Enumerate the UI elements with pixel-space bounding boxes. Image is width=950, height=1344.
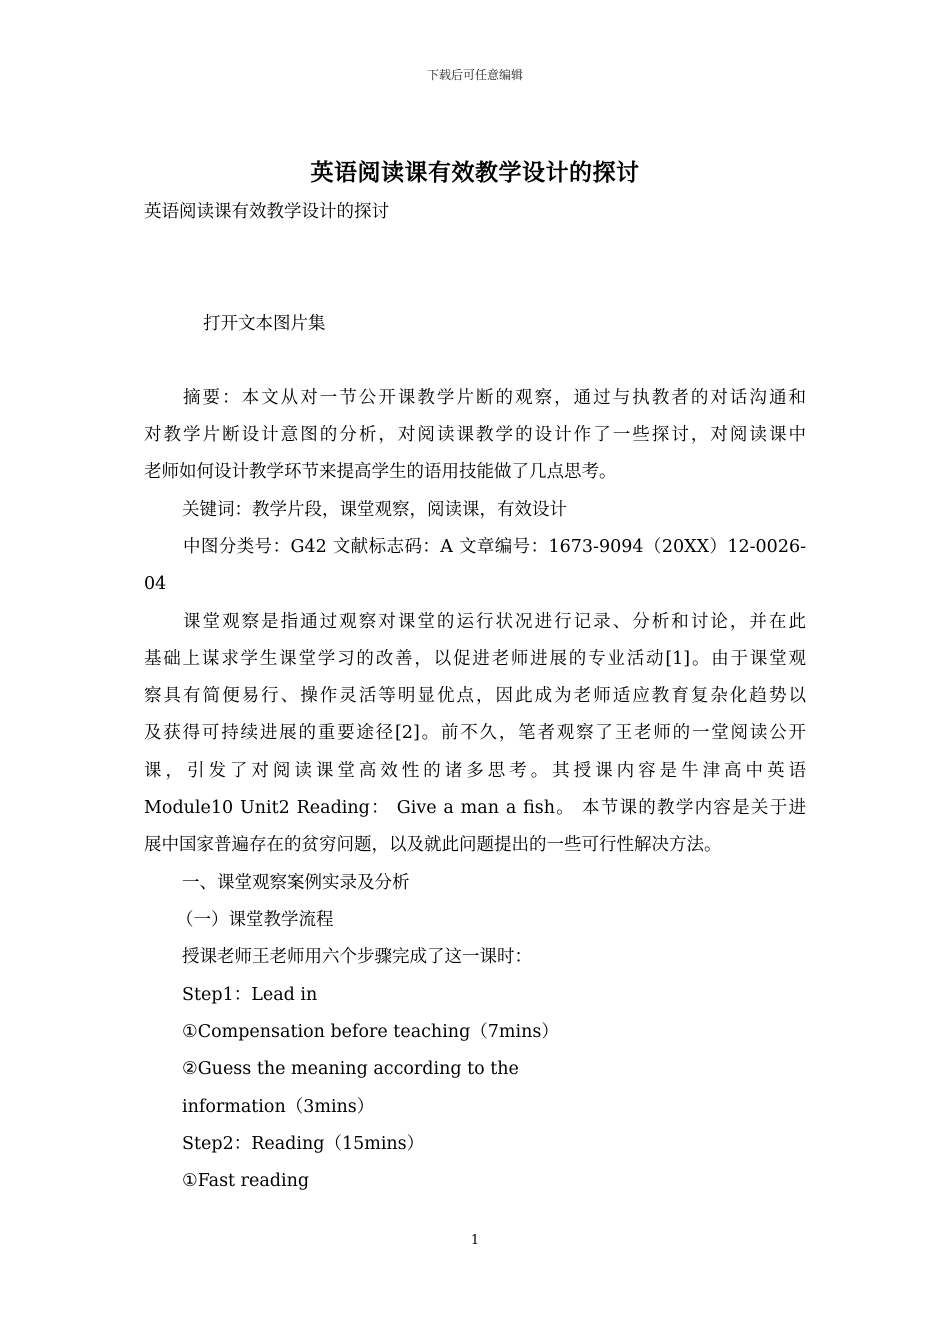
step-line: ①Fast reading bbox=[182, 1171, 310, 1191]
paragraph-line: 展中国家普遍存在的贫穷问题，以及就此问题提出的一些可行性解决方法。 bbox=[144, 835, 722, 855]
document-title: 英语阅读课有效教学设计的探讨 bbox=[310, 159, 640, 186]
paragraph-line: 及获得可持续进展的重要途径[2]。前不久，笔者观察了王老师的一堂阅读公开 bbox=[144, 723, 806, 743]
step-line: ①Compensation before teaching（7mins） bbox=[182, 1022, 559, 1042]
paragraph-line: 基础上谋求学生课堂学习的改善，以促进老师进展的专业活动[1]。由于课堂观 bbox=[144, 649, 806, 669]
subsection-heading: （一）课堂教学流程 bbox=[176, 910, 334, 930]
page-header: 下载后可任意编辑 bbox=[426, 68, 523, 82]
step-line: information（3mins） bbox=[182, 1097, 375, 1117]
paragraph-line: 察具有简便易行、操作灵活等明显优点，因此成为老师适应教育复杂化趋势以 bbox=[144, 686, 806, 706]
step-line: Step1：Lead in bbox=[182, 985, 318, 1005]
paragraph-line: Module10 Unit2 Reading： Give a man a fish。 本节课的教学内容是关于进 bbox=[144, 798, 806, 818]
classification-line: 中图分类号：G42 文献标志码：A 文章编号：1673-9094（20XX）12-0026- bbox=[183, 537, 806, 557]
page-number: 1 bbox=[470, 1233, 480, 1248]
step-line: Step2：Reading（15mins） bbox=[182, 1134, 425, 1154]
subtitle: 英语阅读课有效教学设计的探讨 bbox=[144, 202, 389, 222]
section-heading: 一、课堂观察案例实录及分析 bbox=[182, 873, 410, 893]
open-gallery-text: 打开文本图片集 bbox=[203, 314, 326, 334]
abstract-line: 对教学片断设计意图的分析，对阅读课教学的设计作了一些探讨，对阅读课中 bbox=[144, 425, 806, 445]
step-line: ②Guess the meaning according to the bbox=[182, 1059, 519, 1079]
paragraph-line: 课，引发了对阅读课堂高效性的诸多思考。其授课内容是牛津高中英语 bbox=[144, 761, 806, 781]
classification-line: 04 bbox=[144, 574, 167, 594]
steps-intro: 授课老师王老师用六个步骤完成了这一课时： bbox=[182, 947, 532, 967]
abstract-line: 摘要：本文从对一节公开课教学片断的观察，通过与执教者的对话沟通和 bbox=[183, 388, 806, 408]
keywords: 关键词：教学片段，课堂观察，阅读课，有效设计 bbox=[182, 500, 567, 520]
abstract-line: 老师如何设计教学环节来提高学生的语用技能做了几点思考。 bbox=[144, 462, 617, 482]
paragraph-line: 课堂观察是指通过观察对课堂的运行状况进行记录、分析和讨论，并在此 bbox=[183, 612, 806, 632]
